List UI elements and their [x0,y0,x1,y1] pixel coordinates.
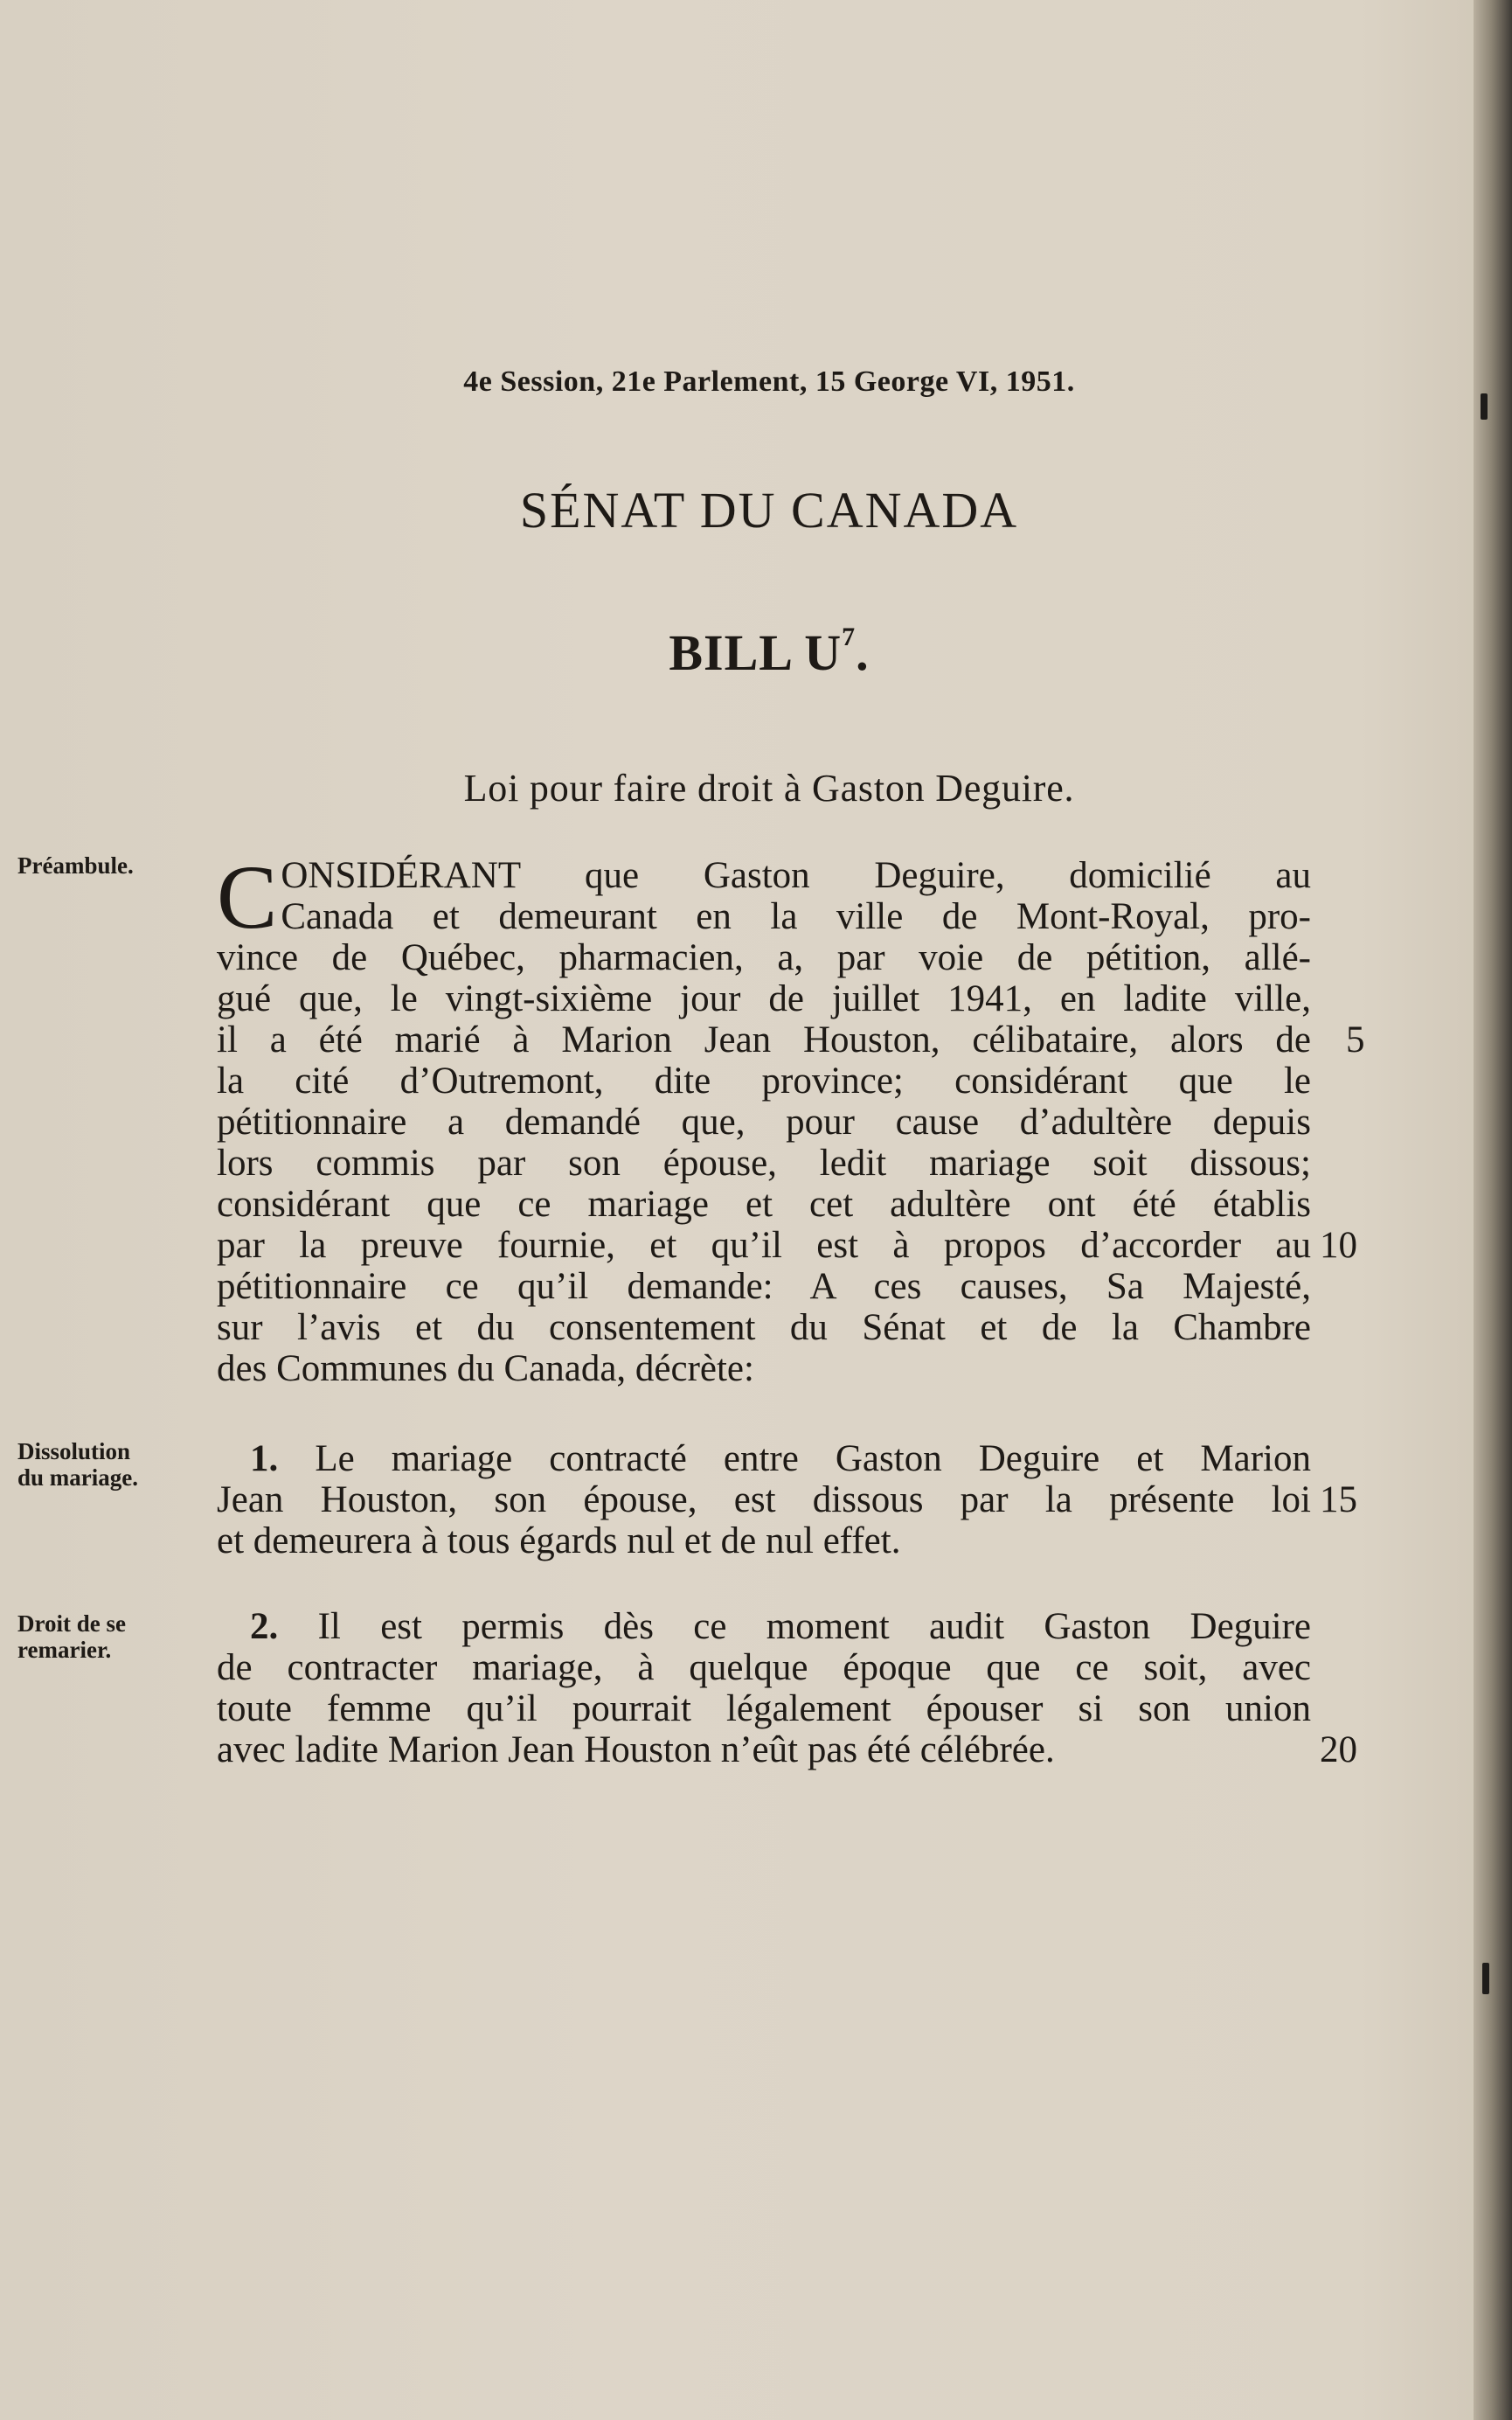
bill-title [0,622,1512,682]
article-2-number: 2. [250,1606,279,1647]
page-binding-edge [1474,0,1512,2420]
preamble-paragraph [217,847,1311,1389]
senate-title: SÉNAT DU CANADA [519,482,1019,539]
line-number-5: 5 [1346,1019,1365,1060]
preamble-line: sur l’avis et du consentement du Sénat et de la Chambre [217,1307,1311,1348]
preamble-line: pétitionnaire a demandé que, pour cause d’adultère depuis [217,1102,1311,1143]
margin-note-preamble [17,852,184,879]
preamble-line: par la preuve fournie, et qu’il est à propos d’accorder au [217,1225,1311,1266]
article-1-line: Jean Houston, son épouse, est dissous par la présente loi [217,1479,1311,1520]
article-2 [217,1606,1311,1770]
article-1-line [217,1438,1311,1479]
margin-note-remarry-line-1: Droit de se [17,1610,126,1637]
bill-title-superscript: 7 [842,622,857,651]
margin-note-remarry-line-2: remarier. [17,1637,112,1663]
article-1-line-1-text: Le mariage contracté entre Gaston Deguire et Marion [315,1438,1311,1479]
article-1-number: 1. [250,1438,279,1479]
preamble-line: considérant que ce mariage et cet adultère ont été établis [217,1184,1311,1225]
binding-mark-bottom [1482,1963,1489,1994]
article-2-line: de contracter mariage, à quelque époque que ce soit, avec [217,1647,1311,1688]
article-2-line: toute femme qu’il pourrait légalement épouser si son union [217,1688,1311,1729]
preamble-line: gué que, le vingt-sixième jour de juillet 1941, en ladite ville, [217,978,1311,1019]
margin-note-preamble-text: Préambule. [17,852,134,879]
preamble-line: Canada et demeurant en la ville de Mont-Royal, pro- [281,896,1311,937]
margin-note-dissolution-line-2: du mariage. [17,1464,138,1491]
session-header: 4e Session, 21e Parlement, 15 George VI, 1951. [463,365,1075,398]
article-2-line-1-text: Il est permis dès ce moment audit Gaston Deguire [317,1606,1312,1647]
preamble-dropcap: C [217,847,278,948]
article-1 [217,1438,1311,1561]
act-title: Loi pour faire droit à Gaston Deguire. [463,767,1075,810]
line-number-10: 10 [1320,1225,1357,1266]
margin-note-dissolution [17,1438,184,1491]
bill-title-suffix: . [856,624,870,681]
preamble-line: pétitionnaire ce qu’il demande: A ces causes, Sa Majesté, [217,1266,1311,1307]
margin-note-remarry [17,1610,184,1663]
bill-title-main: BILL U [669,624,843,681]
article-2-line [217,1606,1311,1647]
preamble-line: ONSIDÉRANT que Gaston Deguire, domicilié au [281,855,1311,896]
preamble-line: la cité d’Outremont, dite province; considérant que le [217,1060,1311,1102]
preamble-line: il a été marié à Marion Jean Houston, célibataire, alors de [217,1019,1311,1060]
margin-note-dissolution-line-1: Dissolution [17,1438,131,1464]
preamble-line: lors commis par son épouse, ledit mariage soit dissous; [217,1143,1311,1184]
line-number-15: 15 [1320,1479,1357,1520]
preamble-line: vince de Québec, pharmacien, a, par voie de pétition, allé- [217,937,1311,978]
line-number-20: 20 [1320,1729,1357,1770]
preamble-line: des Communes du Canada, décrète: [217,1348,754,1389]
article-2-line: avec ladite Marion Jean Houston n’eût pas été célébrée. [217,1729,1055,1770]
article-1-line: et demeurera à tous égards nul et de nul effet. [217,1520,901,1561]
